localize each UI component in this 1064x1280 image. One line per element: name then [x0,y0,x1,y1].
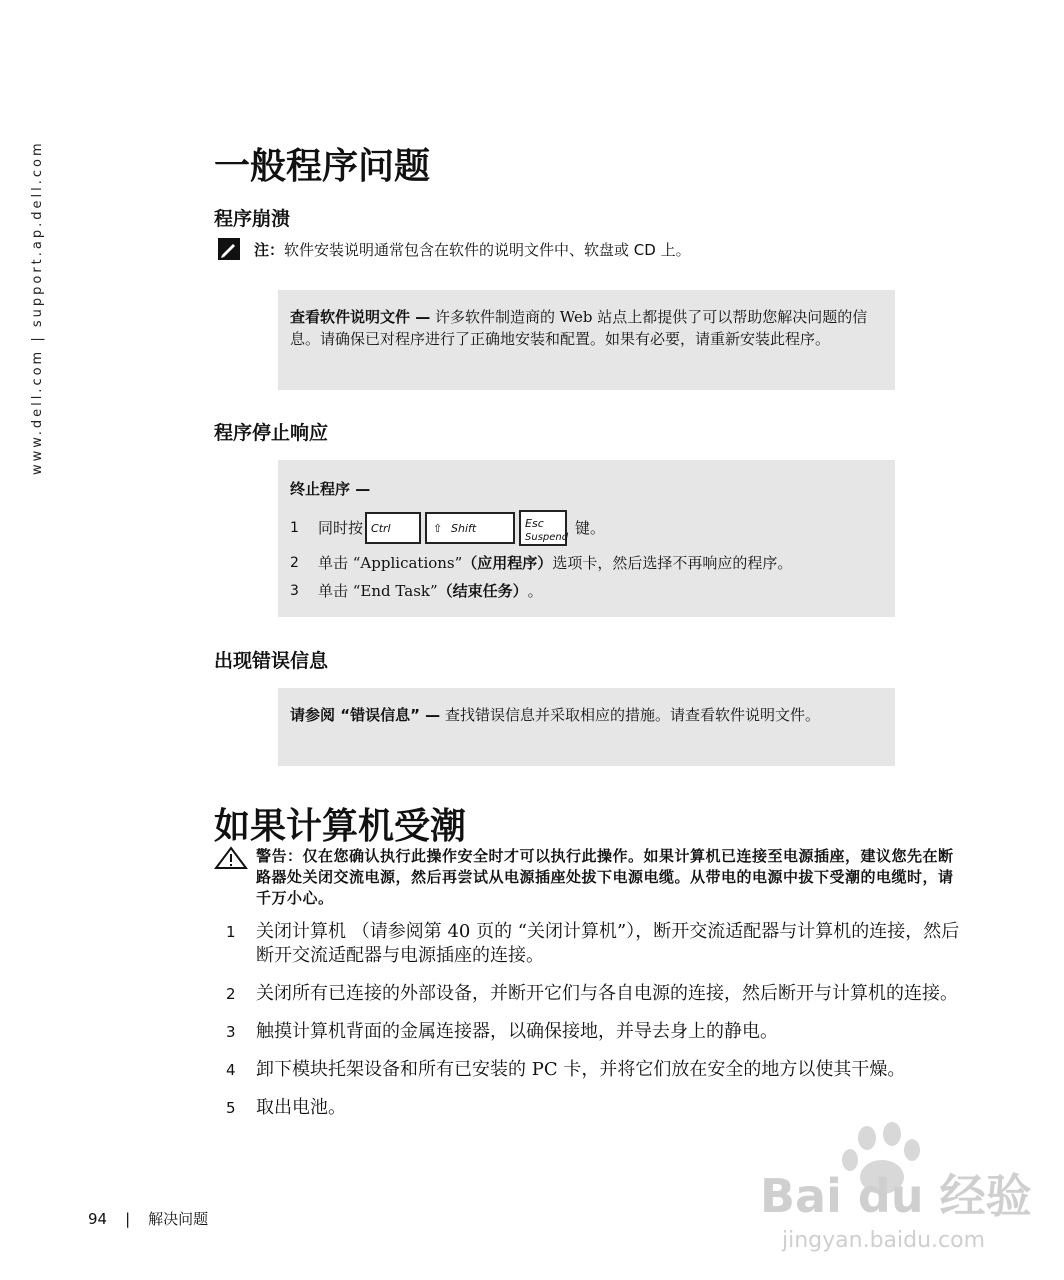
shift-key-icon [425,512,515,544]
list-item-num: 5 [226,1099,236,1117]
list-item-num: 2 [226,985,236,1003]
list-item-text: 取出电池。 [256,1097,346,1118]
hang-step-3-post: 。 [527,582,543,600]
crash-box [278,290,895,390]
shift-arrow-icon: ⇧ [433,522,443,535]
hang-step-1-pre: 同时按 [318,519,364,537]
error-box-text: 查找错误信息并采取相应的措施。请查看软件说明文件。 [440,706,820,724]
crash-heading: 程序崩溃 [214,208,291,230]
hang-step-1-post: 键。 [575,519,606,537]
footer-title: 解决问题 [148,1210,209,1228]
hang-step-3-bold: （结束任务） [437,582,528,600]
warning-text: 警告：仅在您确认执行此操作安全时才可以执行此操作。如果计算机已连接至电源插座，建议您先在断路器处关闭交流电源，然后再尝试从电源插座处拔下电源电缆。从带电的电源中拔下受潮的电缆时，请千万小心。 [256,847,954,907]
warning-triangle-icon [214,846,248,870]
list-item-num: 1 [226,923,236,941]
error-box [278,688,895,766]
hang-heading: 程序停止响应 [214,422,329,444]
page-title: 一般程序问题 [214,146,431,187]
note [218,238,691,260]
note-pencil-icon [218,238,240,260]
footer-separator: | [125,1209,131,1228]
hang-step-3 [290,580,883,602]
ctrl-key-label: Ctrl [371,522,391,535]
watermark-url: jingyan.baidu.com [782,1228,986,1253]
error-heading: 出现错误信息 [214,650,329,672]
list-item [226,920,966,968]
list-item-num: 3 [226,1023,236,1041]
section-title-wet: 如果计算机受潮 [214,806,467,847]
list-item-text: 关闭所有已连接的外部设备，并断开它们与各自电源的连接，然后断开与计算机的连接。 [256,983,958,1004]
warning [214,846,964,909]
wet-steps-list [226,920,966,1134]
list-item-text: 触摸计算机背面的金属连接器，以确保接地，并导去身上的静电。 [256,1021,778,1042]
shift-key-label: Shift [451,522,477,535]
hang-step-2-post: 选项卡，然后选择不再响应的程序。 [552,554,793,572]
side-url: www.dell.com | support.ap.dell.com [30,140,45,475]
hang-step-3-pre: 单击 “End Task” [318,582,438,600]
hang-box [278,460,895,617]
list-item [226,1096,966,1120]
list-item [226,1058,966,1082]
hang-step-3-num: 3 [290,583,299,599]
ctrl-key-icon [365,512,421,544]
list-item-text: 关闭计算机 （请参阅第 40 页的 “关闭计算机”），断开交流适配器与计算机的连接，然后断开交流适配器与电源插座的连接。 [256,921,960,966]
hang-step-1-num: 1 [290,520,299,536]
crash-box-text: 许多软件制造商的 Web 站点上都提供了可以帮助您解决问题的信息。请确保已对程序进行了正确地安装和配置。如果有必要，请重新安装此程序。 [290,308,868,348]
page-number: 94 [88,1209,108,1228]
esc-key-icon [519,510,567,546]
list-item [226,982,966,1006]
error-box-lead: 请参阅 “错误信息” — [290,706,441,724]
hang-step-2-pre: 单击 “Applications” [318,554,463,572]
list-item [226,1020,966,1044]
hang-box-lead: 终止程序 — [290,480,371,498]
hang-step-2-bold: （应用程序） [462,554,553,572]
note-text: 软件安装说明通常包含在软件的说明文件中、软盘或 CD 上。 [284,240,691,259]
hang-step-2-num: 2 [290,555,299,571]
suspend-key-label: Suspend [525,532,569,543]
page-footer [88,1208,208,1229]
note-label: 注： [254,240,285,259]
hang-step-2 [290,552,883,574]
list-item-text: 卸下模块托架设备和所有已安装的 PC 卡，并将它们放在安全的地方以使其干燥。 [256,1059,906,1080]
watermark-brand: Bai du 经验 [760,1169,1032,1223]
baidu-watermark-logo [752,1122,1032,1257]
esc-key-label: Esc [525,517,544,530]
list-item-num: 4 [226,1061,236,1079]
hang-step-1 [290,510,883,546]
crash-box-lead: 查看软件说明文件 — [290,308,431,326]
